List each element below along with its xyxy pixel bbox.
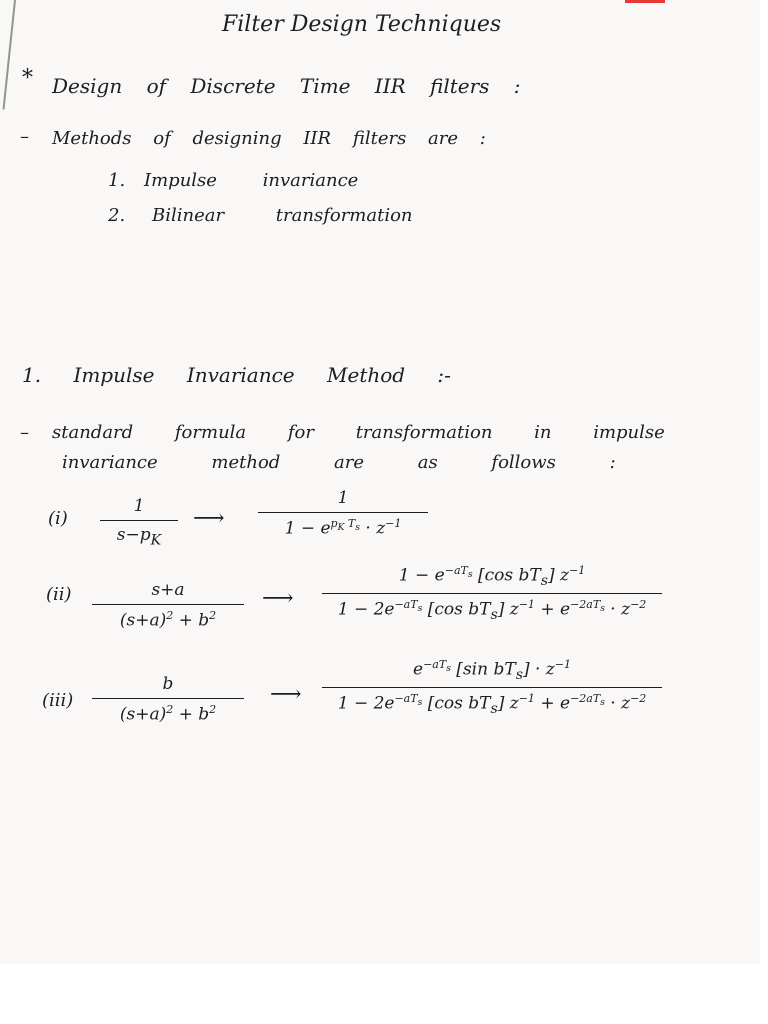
formula-3-lhs-num: b: [162, 674, 174, 694]
formula-3-rhs-den: $1 - 2e^{-aT_s}$ [cos $bT_s$] $z^{-1} + e^{-2aT_s} \cdot z^{-2}$: [337, 692, 647, 718]
bullet-dash: –: [20, 126, 29, 147]
asterisk-mark: *: [22, 66, 33, 91]
formula-3-rhs: [322, 658, 662, 717]
formula-1-lhs: [100, 496, 178, 549]
formula-3-lhs-den: $(s+a)^2 + b^2$: [119, 703, 217, 725]
fraction-bar: [258, 512, 428, 513]
formula-1-label: (i): [48, 508, 68, 529]
formula-1-rhs-den: $1 - e^{p_K T_s} \cdot z^{-1}$: [284, 517, 402, 539]
formula-2-label: (ii): [46, 584, 72, 605]
methods-intro: Methods of designing IIR filters are :: [52, 128, 486, 149]
margin-line: [3, 0, 16, 110]
section-heading: Design of Discrete Time IIR filters :: [52, 74, 521, 98]
formula-1-rhs-num: 1: [337, 488, 349, 508]
arrow-1: ⟶: [193, 506, 225, 531]
formula-2-rhs-num: $1 - e^{-aT_s}$ [cos $bT_s$] $z^{-1}$: [398, 564, 586, 590]
bullet-dash-2: –: [20, 422, 29, 443]
formula-1-rhs: [258, 488, 428, 539]
formula-3-label: (iii): [42, 690, 74, 711]
standard-line-1: standard formula for transformation in impulse: [52, 422, 665, 443]
arrow-2: ⟶: [262, 586, 294, 611]
formula-2-rhs-den: $1 - 2e^{-aT_s}$ [cos $bT_s$] $z^{-1} + e^{-2aT_s} \cdot z^{-2}$: [337, 598, 647, 624]
formula-3-lhs: [92, 674, 244, 725]
formula-1-lhs-den: $s-p_K$: [116, 525, 162, 549]
fraction-bar: [92, 698, 244, 699]
fraction-bar: [100, 520, 178, 521]
formula-1-lhs-num: 1: [133, 496, 145, 516]
impulse-heading: 1. Impulse Invariance Method :-: [22, 363, 451, 387]
formula-2-lhs: [92, 580, 244, 631]
fraction-bar: [92, 604, 244, 605]
formula-2-lhs-num: s+a: [151, 580, 185, 600]
red-margin-mark: [625, 0, 665, 3]
fraction-bar: [322, 687, 662, 688]
method-1-number: 1.: [108, 170, 126, 191]
fraction-bar: [322, 593, 662, 594]
page-title: Filter Design Techniques: [222, 12, 502, 37]
formula-2-lhs-den: $(s+a)^2 + b^2$: [119, 609, 217, 631]
method-2-name: Bilinear transformation: [152, 205, 413, 226]
method-1-name: Impulse invariance: [144, 170, 359, 191]
formula-3-rhs-num: $e^{-aT_s}$ [sin $bT_s] \cdot z^{-1}$: [413, 658, 571, 684]
formula-2-rhs: [322, 564, 662, 623]
standard-line-2: invariance method are as follows :: [62, 452, 616, 473]
method-2-number: 2.: [108, 205, 126, 226]
arrow-3: ⟶: [270, 682, 302, 707]
